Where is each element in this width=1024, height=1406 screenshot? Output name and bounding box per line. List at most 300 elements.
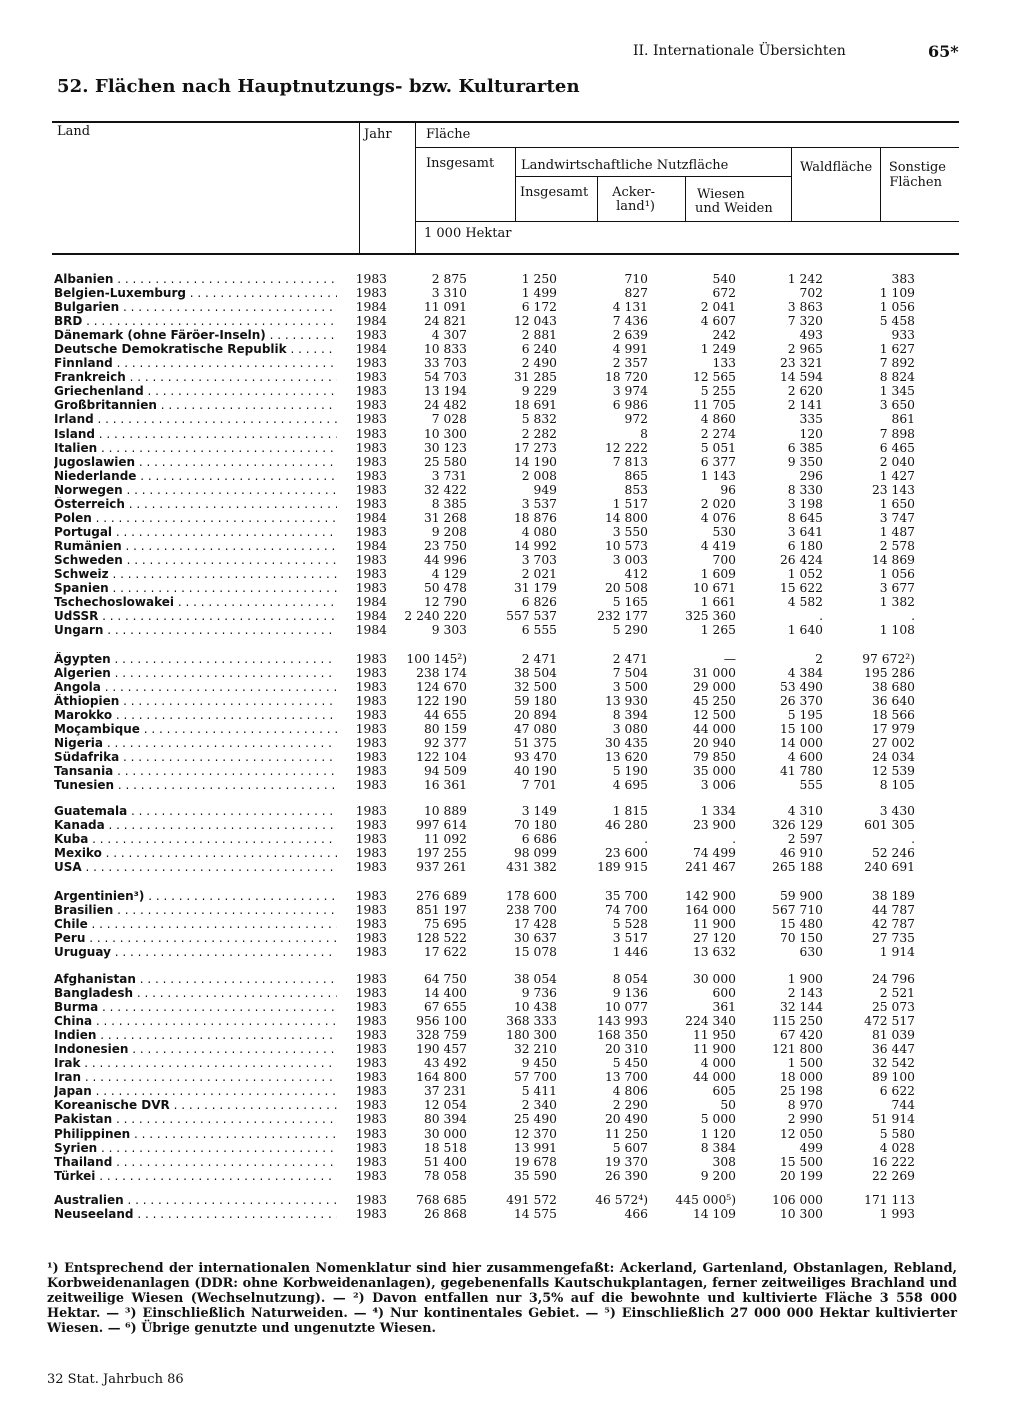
cell-ackerland: 3 974 (612, 384, 648, 399)
table-row (0, 1028, 1024, 1042)
cell-land: Afghanistan . . . (54, 972, 337, 986)
cell-wiesen-weiden: 164 000 (685, 903, 736, 918)
cell-lnf-insgesamt: 25 490 (513, 1112, 557, 1127)
table-row (0, 1084, 1024, 1098)
cell-sonstige-flaechen: 7 892 (879, 356, 915, 371)
cell-lnf-insgesamt: 31 179 (513, 581, 557, 596)
cell-sonstige-flaechen: 1 056 (879, 566, 915, 581)
table-row (0, 511, 1024, 525)
cell-waldflaeche: 15 100 (779, 722, 823, 737)
cell-insgesamt: 78 058 (423, 1168, 467, 1183)
cell-land: Polen . . . (54, 511, 337, 525)
cell-wiesen-weiden: 4 076 (700, 510, 736, 525)
cell-wiesen-weiden: 9 200 (700, 1168, 736, 1183)
cell-land: Rumänien . . . (54, 539, 337, 553)
header-bottom-rule (52, 253, 959, 255)
cell-wiesen-weiden: 1 609 (700, 566, 736, 581)
column-header-ackerland-1: Acker- (612, 185, 655, 200)
table-row (0, 708, 1024, 722)
cell-jahr: 1983 (355, 818, 387, 833)
cell-sonstige-flaechen: 52 246 (871, 846, 915, 861)
cell-insgesamt: 67 655 (423, 1000, 467, 1015)
table-row (0, 764, 1024, 778)
table-row (0, 609, 1024, 623)
cell-ackerland: 5 607 (612, 1140, 648, 1155)
header-rule-unit (416, 221, 959, 222)
cell-insgesamt: 32 422 (423, 482, 467, 497)
table-row (0, 1207, 1024, 1221)
cell-jahr: 1983 (355, 694, 387, 709)
cell-lnf-insgesamt: 5 832 (521, 412, 557, 427)
cell-insgesamt: 122 190 (416, 694, 467, 709)
cell-lnf-insgesamt: 3 537 (521, 496, 557, 511)
cell-land: Moçambique . . . (54, 722, 337, 736)
cell-lnf-insgesamt: 1 499 (521, 286, 557, 301)
cell-waldflaeche: 4 600 (787, 750, 823, 765)
cell-waldflaeche: 2 990 (787, 1112, 823, 1127)
cell-waldflaeche: 326 129 (772, 818, 823, 833)
cell-waldflaeche: 8 970 (787, 1098, 823, 1113)
cell-ackerland: 23 600 (604, 846, 648, 861)
cell-wiesen-weiden: 308 (712, 1154, 736, 1169)
cell-ackerland: 3 003 (612, 552, 648, 567)
cell-waldflaeche: 70 150 (779, 931, 823, 946)
cell-wiesen-weiden: 44 000 (692, 1070, 736, 1085)
cell-ackerland: 5 190 (612, 764, 648, 779)
cell-lnf-insgesamt: 431 382 (506, 860, 557, 875)
cell-sonstige-flaechen: 1 993 (879, 1207, 915, 1222)
table-row (0, 398, 1024, 412)
cell-sonstige-flaechen: 3 677 (879, 581, 915, 596)
cell-sonstige-flaechen: 240 691 (864, 860, 915, 875)
cell-ackerland: 5 450 (612, 1056, 648, 1071)
cell-sonstige-flaechen: 36 447 (871, 1042, 915, 1057)
table-row (0, 272, 1024, 286)
column-header-flaeche: Fläche (426, 127, 471, 142)
cell-waldflaeche: 9 350 (787, 454, 823, 469)
unit-label: 1 000 Hektar (424, 226, 512, 241)
cell-sonstige-flaechen: 42 787 (871, 917, 915, 932)
cell-wiesen-weiden: 1 661 (700, 595, 736, 610)
cell-sonstige-flaechen: 1 108 (879, 623, 915, 638)
cell-jahr: 1983 (355, 722, 387, 737)
cell-jahr: 1983 (355, 1168, 387, 1183)
cell-ackerland: 853 (624, 482, 648, 497)
cell-insgesamt: 8 385 (431, 496, 467, 511)
cell-insgesamt: 26 868 (423, 1207, 467, 1222)
cell-ackerland: 7 813 (612, 454, 648, 469)
cell-wiesen-weiden: 96 (720, 482, 736, 497)
cell-lnf-insgesamt: 5 411 (521, 1084, 557, 1099)
cell-insgesamt: 100 145²) (406, 652, 467, 666)
cell-jahr: 1983 (355, 412, 387, 427)
cell-ackerland: 2 290 (612, 1098, 648, 1113)
cell-sonstige-flaechen: 24 796 (871, 972, 915, 986)
cell-waldflaeche: 26 424 (779, 552, 823, 567)
cell-insgesamt: 11 092 (423, 832, 467, 847)
cell-land: Deutsche Demokratische Republik . . . (54, 342, 337, 356)
cell-waldflaeche: 67 420 (779, 1028, 823, 1043)
cell-jahr: 1983 (355, 1014, 387, 1029)
cell-wiesen-weiden: 6 377 (700, 454, 736, 469)
cell-lnf-insgesamt: 178 600 (506, 889, 557, 903)
cell-sonstige-flaechen: 18 566 (871, 708, 915, 723)
cell-lnf-insgesamt: 70 180 (513, 818, 557, 833)
cell-lnf-insgesamt: 12 043 (513, 314, 557, 329)
cell-ackerland: 143 993 (597, 1014, 648, 1029)
table-row (0, 553, 1024, 567)
cell-sonstige-flaechen: 81 039 (871, 1028, 915, 1043)
cell-lnf-insgesamt: 2 881 (521, 328, 557, 343)
cell-land: Niederlande . . . (54, 469, 337, 483)
cell-land: Guatemala . . . (54, 804, 337, 818)
cell-insgesamt: 124 670 (416, 680, 467, 695)
cell-sonstige-flaechen: 5 458 (879, 314, 915, 329)
cell-wiesen-weiden: 2 020 (700, 496, 736, 511)
cell-wiesen-weiden: 540 (712, 272, 736, 286)
table-row (0, 986, 1024, 1000)
cell-sonstige-flaechen: 171 113 (864, 1193, 915, 1207)
cell-insgesamt: 164 800 (416, 1070, 467, 1085)
cell-waldflaeche: 2 965 (787, 342, 823, 357)
cell-ackerland: 46 572⁴) (595, 1193, 648, 1207)
table-row (0, 441, 1024, 455)
cell-waldflaeche: 2 597 (787, 832, 823, 847)
cell-waldflaeche: 15 622 (779, 581, 823, 596)
cell-jahr: 1983 (355, 1140, 387, 1155)
table-group-asien (0, 972, 1024, 1183)
cell-lnf-insgesamt: 180 300 (506, 1028, 557, 1043)
cell-land: Philippinen . . . (54, 1127, 337, 1141)
cell-wiesen-weiden: 12 500 (692, 708, 736, 723)
cell-insgesamt: 9 303 (431, 623, 467, 638)
cell-ackerland: 4 131 (612, 300, 648, 315)
cell-jahr: 1983 (355, 454, 387, 469)
cell-wiesen-weiden: 242 (712, 328, 736, 343)
cell-sonstige-flaechen: 12 539 (871, 764, 915, 779)
cell-lnf-insgesamt: 59 180 (513, 694, 557, 709)
cell-wiesen-weiden: 2 274 (700, 426, 736, 441)
table-row (0, 903, 1024, 917)
cell-jahr: 1984 (355, 510, 387, 525)
cell-jahr: 1984 (355, 538, 387, 553)
cell-jahr: 1983 (355, 581, 387, 596)
cell-wiesen-weiden: 672 (712, 286, 736, 301)
cell-lnf-insgesamt: 6 686 (521, 832, 557, 847)
cell-ackerland: 1 446 (612, 945, 648, 960)
cell-lnf-insgesamt: 38 054 (513, 972, 557, 986)
table-row (0, 778, 1024, 792)
cell-waldflaeche: 1 640 (787, 623, 823, 638)
table-row (0, 1155, 1024, 1169)
cell-lnf-insgesamt: 3 703 (521, 552, 557, 567)
cell-sonstige-flaechen: 472 517 (864, 1014, 915, 1029)
cell-wiesen-weiden: 27 120 (692, 931, 736, 946)
cell-jahr: 1983 (355, 1000, 387, 1015)
cell-wiesen-weiden: 5 051 (700, 440, 736, 455)
cell-land: Ägypten . . . (54, 652, 337, 666)
cell-jahr: 1983 (355, 846, 387, 861)
cell-ackerland: 11 250 (604, 1126, 648, 1141)
cell-ackerland: 13 930 (604, 694, 648, 709)
cell-lnf-insgesamt: 15 078 (513, 945, 557, 960)
cell-sonstige-flaechen: 44 787 (871, 903, 915, 918)
cell-sonstige-flaechen: 2 040 (879, 454, 915, 469)
cell-jahr: 1983 (355, 778, 387, 793)
cell-wiesen-weiden: 142 900 (685, 889, 736, 903)
cell-insgesamt: 25 580 (423, 454, 467, 469)
cell-jahr: 1983 (355, 972, 387, 986)
cell-waldflaeche: 3 863 (787, 300, 823, 315)
cell-wiesen-weiden: 600 (712, 986, 736, 1001)
cell-jahr: 1983 (355, 708, 387, 723)
cell-ackerland: 20 490 (604, 1112, 648, 1127)
cell-jahr: 1983 (355, 1193, 387, 1207)
table-group-afrika (0, 652, 1024, 792)
cell-land: Marokko . . . (54, 708, 337, 722)
cell-sonstige-flaechen: 5 580 (879, 1126, 915, 1141)
table-row (0, 945, 1024, 959)
cell-lnf-insgesamt: 19 678 (513, 1154, 557, 1169)
cell-waldflaeche: 335 (799, 412, 823, 427)
cell-insgesamt: 10 889 (423, 804, 467, 818)
header-divider-ackerland (597, 177, 598, 221)
cell-land: Pakistan . . . (54, 1112, 337, 1126)
cell-wiesen-weiden: 11 950 (692, 1028, 736, 1043)
cell-jahr: 1983 (355, 1042, 387, 1057)
cell-ackerland: 827 (624, 286, 648, 301)
cell-waldflaeche: 702 (799, 286, 823, 301)
column-header-sonstige-1: Sonstige (888, 160, 946, 175)
cell-ackerland: 74 700 (604, 903, 648, 918)
cell-insgesamt: 43 492 (423, 1056, 467, 1071)
cell-lnf-insgesamt: 17 273 (513, 440, 557, 455)
cell-ackerland: 10 573 (604, 538, 648, 553)
cell-land: Algerien . . . (54, 666, 337, 680)
table-row (0, 370, 1024, 384)
header-rule-lnf (516, 176, 792, 177)
cell-waldflaeche: 10 300 (779, 1207, 823, 1222)
cell-jahr: 1983 (355, 1207, 387, 1222)
cell-waldflaeche: 14 000 (779, 736, 823, 751)
cell-sonstige-flaechen: 97 672²) (862, 652, 915, 666)
cell-waldflaeche: 3 198 (787, 496, 823, 511)
cell-ackerland: 3 517 (612, 931, 648, 946)
cell-sonstige-flaechen: 8 105 (879, 778, 915, 793)
cell-lnf-insgesamt: 51 375 (513, 736, 557, 751)
cell-lnf-insgesamt: 6 826 (521, 595, 557, 610)
cell-sonstige-flaechen: 1 627 (879, 342, 915, 357)
cell-waldflaeche: 106 000 (772, 1193, 823, 1207)
table-row (0, 328, 1024, 342)
cell-lnf-insgesamt: 9 736 (521, 986, 557, 1001)
cell-land: Dänemark (ohne Färöer-Inseln) . . . (54, 328, 337, 342)
cell-land: Angola . . . (54, 680, 337, 694)
cell-ackerland: . (644, 832, 648, 847)
cell-ackerland: 2 639 (612, 328, 648, 343)
cell-sonstige-flaechen: 8 824 (879, 370, 915, 385)
cell-insgesamt: 851 197 (416, 903, 467, 918)
cell-waldflaeche: 6 180 (787, 538, 823, 553)
cell-insgesamt: 128 522 (416, 931, 467, 946)
cell-wiesen-weiden: 14 109 (692, 1207, 736, 1222)
cell-insgesamt: 31 268 (423, 510, 467, 525)
cell-sonstige-flaechen: 1 427 (879, 468, 915, 483)
cell-waldflaeche: 1 500 (787, 1056, 823, 1071)
table-row (0, 917, 1024, 931)
cell-ackerland: 12 222 (604, 440, 648, 455)
cell-wiesen-weiden: 44 000 (692, 722, 736, 737)
cell-lnf-insgesamt: 557 537 (506, 609, 557, 624)
cell-wiesen-weiden: 20 940 (692, 736, 736, 751)
cell-land: Tschechoslowakei . . . (54, 595, 337, 609)
cell-jahr: 1983 (355, 917, 387, 932)
cell-sonstige-flaechen: 17 979 (871, 722, 915, 737)
cell-sonstige-flaechen: 22 269 (871, 1168, 915, 1183)
cell-ackerland: 35 700 (604, 889, 648, 903)
cell-land: Peru . . . (54, 931, 337, 945)
cell-jahr: 1983 (355, 552, 387, 567)
cell-waldflaeche: 1 242 (787, 272, 823, 286)
table-group-suedamerika (0, 889, 1024, 959)
cell-lnf-insgesamt: 4 080 (521, 524, 557, 539)
cell-waldflaeche: 493 (799, 328, 823, 343)
cell-lnf-insgesamt: 2 008 (521, 468, 557, 483)
cell-lnf-insgesamt: 238 700 (506, 903, 557, 918)
table-row (0, 342, 1024, 356)
cell-wiesen-weiden: 1 120 (700, 1126, 736, 1141)
table-row (0, 314, 1024, 328)
cell-insgesamt: 24 821 (423, 314, 467, 329)
footnote-text: ¹) Entsprechend der internationalen Nomenklatur sind hier zusammengefaßt: Ackerland, Gartenland, Obstanlagen, Rebland, Korbweidenanlagen (DDR: ohne Korbweidenanlagen), gegebenenfalls Kautschukplantagen, ferner zeitweiliges Brachland und zeitweilige Wiesen (Wechselnutzung). — ²) Davon entfallen nur 3,5% auf die bewohnte und kultivierte Fläche 3 558 000 Hektar. — ³) Einschließlich Naturweiden. — ⁴) Nur kontinentales Gebiet. — ⁵) Einschließlich 27 000 000 Hektar kultivierter Wiesen. — ⁶) Übrige genutzte und ungenutzte Wiesen. (47, 1261, 957, 1336)
header-divider-wiesen (685, 177, 686, 221)
cell-ackerland: 168 350 (597, 1028, 648, 1043)
column-header-lnf-insgesamt: Insgesamt (520, 185, 589, 200)
cell-wiesen-weiden: 605 (712, 1084, 736, 1099)
cell-insgesamt: 23 750 (423, 538, 467, 553)
cell-sonstige-flaechen: 861 (891, 412, 915, 427)
cell-sonstige-flaechen: 744 (891, 1098, 915, 1113)
cell-insgesamt: 16 361 (423, 778, 467, 793)
table-row (0, 539, 1024, 553)
table-row (0, 1000, 1024, 1014)
cell-waldflaeche: 12 050 (779, 1126, 823, 1141)
cell-sonstige-flaechen: 3 650 (879, 398, 915, 413)
cell-ackerland: 4 806 (612, 1084, 648, 1099)
cell-insgesamt: 9 208 (431, 524, 467, 539)
table-row (0, 694, 1024, 708)
cell-jahr: 1984 (355, 595, 387, 610)
cell-land: Tansania . . . (54, 764, 337, 778)
cell-land: Argentinien³) . . . (54, 889, 337, 903)
cell-insgesamt: 80 394 (423, 1112, 467, 1127)
cell-lnf-insgesamt: 13 991 (513, 1140, 557, 1155)
table-row (0, 1112, 1024, 1126)
cell-ackerland: 9 136 (612, 986, 648, 1001)
cell-sonstige-flaechen: 933 (891, 328, 915, 343)
cell-jahr: 1983 (355, 666, 387, 681)
cell-ackerland: 972 (624, 412, 648, 427)
cell-waldflaeche: 4 582 (787, 595, 823, 610)
cell-lnf-insgesamt: 2 340 (521, 1098, 557, 1113)
cell-jahr: 1983 (355, 384, 387, 399)
cell-lnf-insgesamt: 3 149 (521, 804, 557, 818)
cell-ackerland: 10 077 (604, 1000, 648, 1015)
cell-waldflaeche: 6 385 (787, 440, 823, 455)
cell-waldflaeche: 20 199 (779, 1168, 823, 1183)
cell-land: Tunesien . . . (54, 778, 337, 792)
cell-ackerland: 46 280 (604, 818, 648, 833)
cell-insgesamt: 238 174 (416, 666, 467, 681)
cell-wiesen-weiden: 13 632 (692, 945, 736, 960)
cell-land: Norwegen . . . (54, 483, 337, 497)
cell-land: Iran . . . (54, 1070, 337, 1084)
page-number: 65* (928, 42, 959, 61)
cell-land: Koreanische DVR . . . (54, 1098, 337, 1112)
cell-wiesen-weiden: 5 000 (700, 1112, 736, 1127)
cell-sonstige-flaechen: 2 578 (879, 538, 915, 553)
cell-waldflaeche: 115 250 (772, 1014, 823, 1029)
cell-jahr: 1983 (355, 736, 387, 751)
cell-jahr: 1983 (355, 804, 387, 818)
cell-sonstige-flaechen: 7 898 (879, 426, 915, 441)
table-row (0, 750, 1024, 764)
table-row (0, 652, 1024, 666)
cell-jahr: 1983 (355, 356, 387, 371)
cell-waldflaeche: 14 594 (779, 370, 823, 385)
cell-insgesamt: 92 377 (423, 736, 467, 751)
cell-lnf-insgesamt: 14 992 (513, 538, 557, 553)
cell-ackerland: 466 (624, 1207, 648, 1222)
cell-waldflaeche: 15 500 (779, 1154, 823, 1169)
cell-waldflaeche: . (819, 609, 823, 624)
cell-jahr: 1983 (355, 652, 387, 666)
cell-wiesen-weiden: 445 000⁵) (675, 1193, 736, 1207)
cell-lnf-insgesamt: 18 876 (513, 510, 557, 525)
table-row (0, 412, 1024, 426)
cell-land: Australien . . . (54, 1193, 337, 1207)
cell-waldflaeche: 26 370 (779, 694, 823, 709)
table-row (0, 623, 1024, 637)
cell-ackerland: 5 528 (612, 917, 648, 932)
table-row (0, 860, 1024, 874)
table-row (0, 581, 1024, 595)
cell-waldflaeche: 18 000 (779, 1070, 823, 1085)
cell-sonstige-flaechen: 38 680 (871, 680, 915, 695)
cell-lnf-insgesamt: 6 172 (521, 300, 557, 315)
cell-wiesen-weiden: 1 143 (700, 468, 736, 483)
table-group-nordamerika (0, 804, 1024, 874)
cell-ackerland: 30 435 (604, 736, 648, 751)
header-rule-flaeche (416, 147, 959, 148)
cell-land: Nigeria . . . (54, 736, 337, 750)
cell-insgesamt: 33 703 (423, 356, 467, 371)
cell-wiesen-weiden: 1 334 (700, 804, 736, 818)
cell-insgesamt: 328 759 (416, 1028, 467, 1043)
cell-insgesamt: 2 875 (431, 272, 467, 286)
cell-land: Indonesien . . . (54, 1042, 337, 1056)
cell-jahr: 1983 (355, 750, 387, 765)
cell-lnf-insgesamt: 20 894 (513, 708, 557, 723)
cell-sonstige-flaechen: 14 869 (871, 552, 915, 567)
cell-jahr: 1984 (355, 342, 387, 357)
cell-land: Japan . . . (54, 1084, 337, 1098)
cell-land: Brasilien . . . (54, 903, 337, 917)
table-row (0, 736, 1024, 750)
cell-lnf-insgesamt: 14 575 (513, 1207, 557, 1222)
cell-waldflaeche: 121 800 (772, 1042, 823, 1057)
cell-jahr: 1984 (355, 314, 387, 329)
